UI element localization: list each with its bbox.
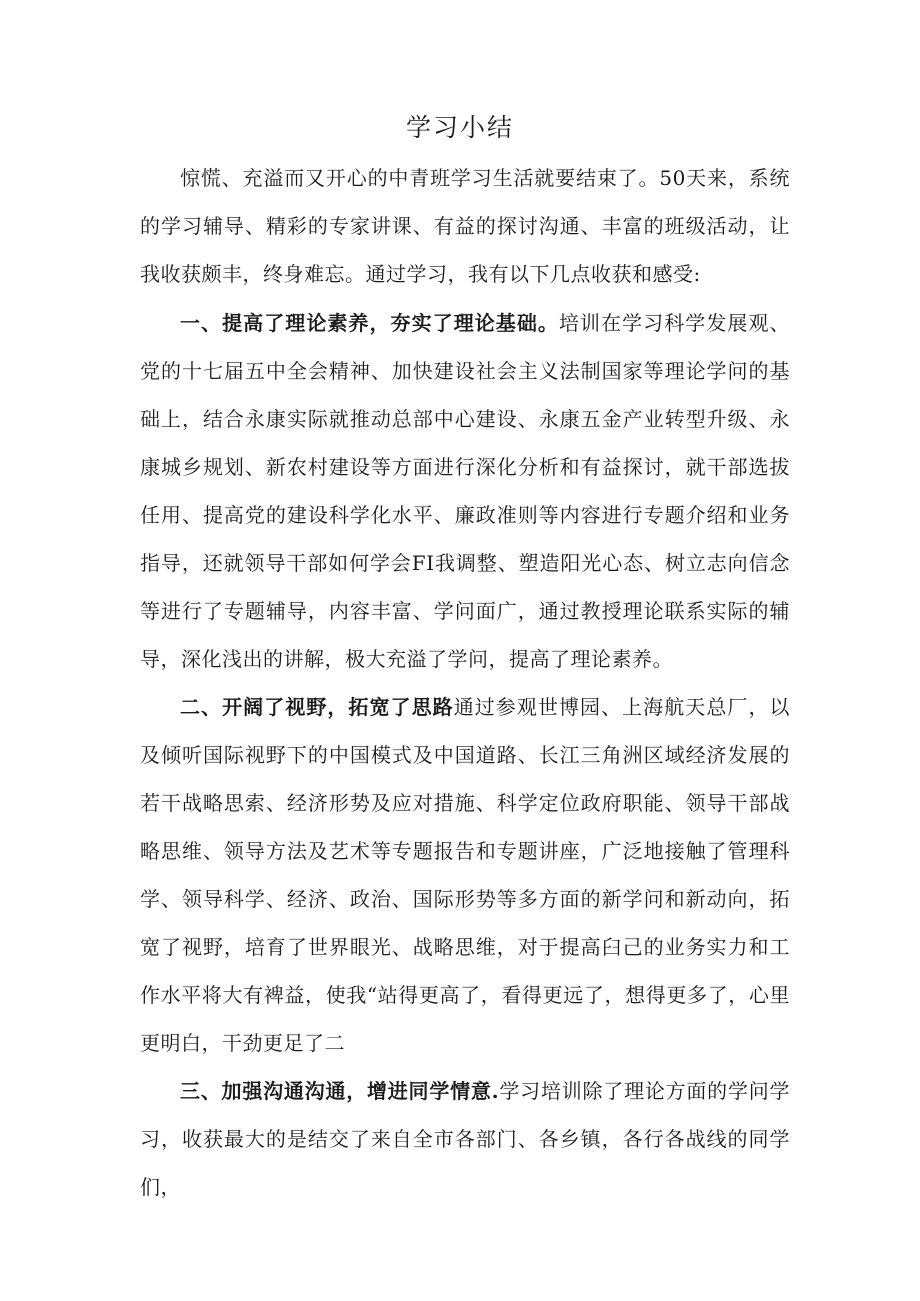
section-2-text: 通过参观世博园、上海航天总厂，以及倾听国际视野下的中国模式及中国道路、长江三角洲区域经济发展的若干战略思索、经济形势及应对措施、科学定位政府职能、领导干部战略思维、领导方法及艺术等专题报告和专题讲座，广泛地接触了管理科学、领导科学、经济、政治、国际形势等多方面的新学问和新动向，拓宽了视野，培育了世界眼光、战略思维，对于提高臼己的业务实力和工作水平将大有裨益，使我“站得更高了，看得更远了，想得更多了，心里更明白，干劲更足了二 — [140, 695, 791, 1055]
paragraph-intro-text: 惊慌、充溢而又开心的中青班学习生活就要结束了。50天来，系统的学习辅导、精彩的专家讲课、有益的探讨沟通、丰富的班级活动，让我收获颇丰，终身难忘。通过学习，我有以下几点收获和感受: — [140, 166, 790, 286]
section-3-heading: 三、加强沟通沟通，增进同学情意. — [180, 1079, 500, 1103]
document-title: 学习小结 — [405, 113, 514, 142]
paragraph-section-2 — [140, 683, 790, 1067]
section-3-text: 学习培训除了理论方面的学问学习，收获最大的是结交了来自全市各部门、各乡镇，各行各战线的同学们， — [140, 1079, 791, 1199]
paragraph-section-3 — [140, 1067, 790, 1211]
section-1-text: 培训在学习科学发展观、党的十七届五中全会精神、加快建设社会主义法制国家等理论学问的基础上，结合永康实际就推动总部中心建设、永康五金产业转型升级、永康城乡规划、新农村建设等方面进行深化分析和有益探讨，就干部选拔任用、提高党的建设科学化水平、廉政准则等内容进行专题介绍和业务指导，还就领导干部如何学会FI我调整、塑造阳光心态、树立志向信念等进行了专题辅导，内容丰富、学问面广，通过教授理论联系实际的辅导，深化浅出的讲解，极大充溢了学问，提高了理论素养。 — [140, 311, 791, 671]
section-2-heading: 二、开阔了视野，拓宽了思路 — [180, 695, 454, 719]
paragraph-intro — [140, 154, 790, 298]
paragraph-section-1 — [140, 299, 790, 683]
section-1-heading: 一、提高了理论素养，夯实了理论基础。 — [180, 311, 559, 335]
